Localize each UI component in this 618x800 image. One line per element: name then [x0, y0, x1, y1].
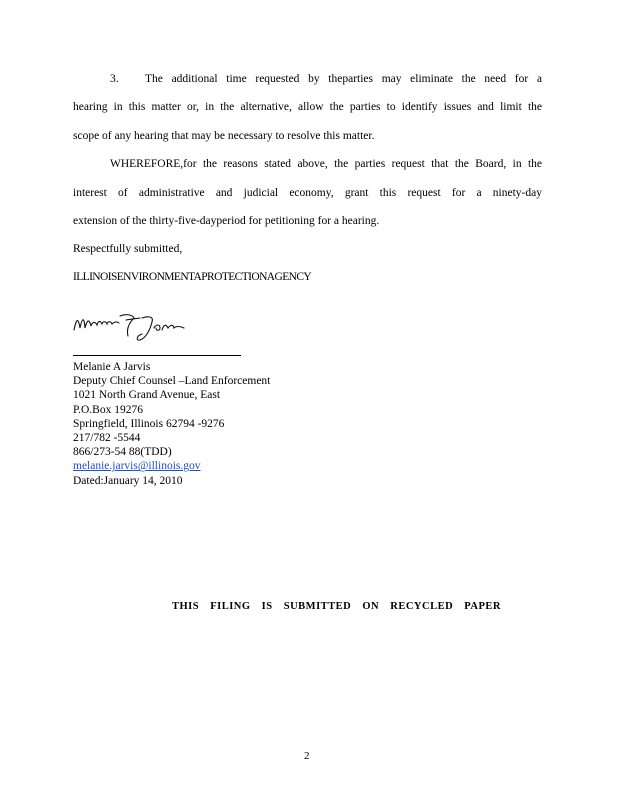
dated-line: Dated:January 14, 2010: [73, 474, 183, 487]
wherefore-line-2: interest of administrative and judicial economy, grant this request for a ninety-day: [73, 187, 542, 199]
address-line-3: Springfield, Illinois 62794 -9276: [73, 417, 225, 430]
agency-name: ILLINOISENVIRONMENTAPROTECTIONAGENCY: [73, 271, 312, 283]
phone-number: 217/782 -5544: [73, 432, 141, 445]
signer-name: Melanie A Jarvis: [73, 361, 151, 373]
signature-line: [73, 355, 241, 356]
signer-title: Deputy Chief Counsel –Land Enforcement: [73, 375, 271, 388]
tdd-number: 866/273-54 88(TDD): [73, 446, 172, 459]
wherefore-line-1: WHEREFORE,for the reasons stated above, the parties request that the Board, in the: [110, 158, 542, 170]
email-link[interactable]: melanie.jarvis@illinois.gov: [73, 460, 201, 473]
wherefore-line-3: extension of the thirty-five-dayperiod for petitioning for a hearing.: [73, 215, 380, 227]
recycled-paper-footer: THIS FILING IS SUBMITTED ON RECYCLED PAPER: [172, 601, 502, 612]
handwritten-signature: [70, 308, 200, 348]
paragraph-number: 3.: [110, 73, 119, 85]
signature-block: [73, 360, 270, 488]
paragraph-3-line-3: scope of any hearing that may be necessary to resolve this matter.: [73, 130, 375, 142]
paragraph-3-line-2: hearing in this matter or, in the alternative, allow the parties to identify issues and limit the: [73, 101, 542, 113]
page-number: 2: [304, 750, 310, 762]
paragraph-3-line-1: The additional time requested by theparties may eliminate the need for a: [145, 73, 542, 85]
address-line-2: P.O.Box 19276: [73, 403, 143, 416]
closing-text: Respectfully submitted,: [73, 243, 183, 255]
address-line-1: 1021 North Grand Avenue, East: [73, 389, 221, 402]
